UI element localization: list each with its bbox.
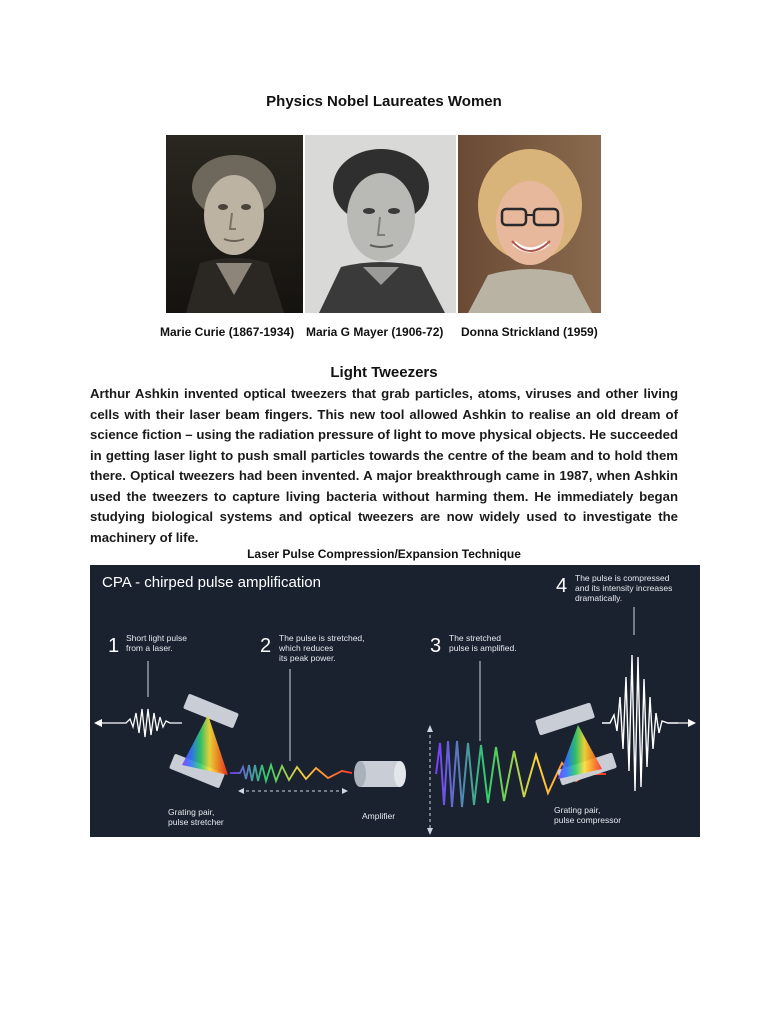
portrait-maria-mayer (305, 135, 456, 313)
grating-pair-stretcher (169, 693, 239, 788)
step-3-number: 3 (430, 635, 442, 657)
step-2-number: 2 (260, 635, 272, 657)
amplifier-label: Amplifier (362, 811, 396, 821)
cpa-diagram (90, 565, 700, 837)
caption-donna-strickland: Donna Strickland (1959) (461, 325, 598, 339)
figure-caption: Laser Pulse Compression/Expansion Technique (247, 547, 521, 561)
step-4-number: 4 (556, 575, 568, 597)
stretcher-label-line1: Grating pair, (168, 807, 215, 817)
step-1-text-line1: Short light pulse (126, 633, 187, 643)
step-4-text-line3: dramatically. (575, 593, 623, 603)
caption-maria-mayer: Maria G Mayer (1906-72) (306, 325, 444, 339)
step-2-text-line3: its peak power. (279, 653, 336, 663)
page-title: Physics Nobel Laureates Women (266, 93, 502, 110)
step-3-text-line2: pulse is amplified. (449, 643, 517, 653)
step-3-text-line1: The stretched (449, 633, 501, 643)
amplifier (354, 761, 406, 787)
article-paragraph: Arthur Ashkin invented optical tweezers that grab particles, atoms, viruses and other living cells with their laser beam fingers. This new tool allowed Ashkin to realise an old dream of science fiction – using the radiation pressure of light to move physical objects. He succeeded in getting laser light to push small particles towards the centre of the beam and to hold them there. Optical tweezers had been invented. A major breakthrough came in 1987, when Ashkin used the tweezers to capture living bacteria without harming them. He immediately began studying biological systems and optical tweezers are now widely used to investigate the machinery of life. (90, 386, 678, 545)
caption-marie-curie: Marie Curie (1867-1934) (160, 325, 295, 339)
portrait-marie-curie (166, 135, 303, 313)
step-1-number: 1 (108, 635, 120, 657)
step-1-text-line2: from a laser. (126, 643, 173, 653)
step-4-text-line1: The pulse is compressed (575, 573, 670, 583)
step-2-text-line1: The pulse is stretched, (279, 633, 365, 643)
laureate-photos (166, 135, 601, 313)
step-4-text-line2: and its intensity increases (575, 583, 673, 593)
compressor-label-line1: Grating pair, (554, 805, 601, 815)
compressor-label-line2: pulse compressor (554, 815, 622, 825)
stretcher-label-line2: pulse stretcher (168, 817, 224, 827)
diagram-title: CPA - chirped pulse amplification (102, 574, 321, 591)
step-2-text-line2: which reduces (279, 643, 334, 653)
section-heading: Light Tweezers (330, 364, 438, 381)
portrait-donna-strickland (458, 135, 601, 313)
